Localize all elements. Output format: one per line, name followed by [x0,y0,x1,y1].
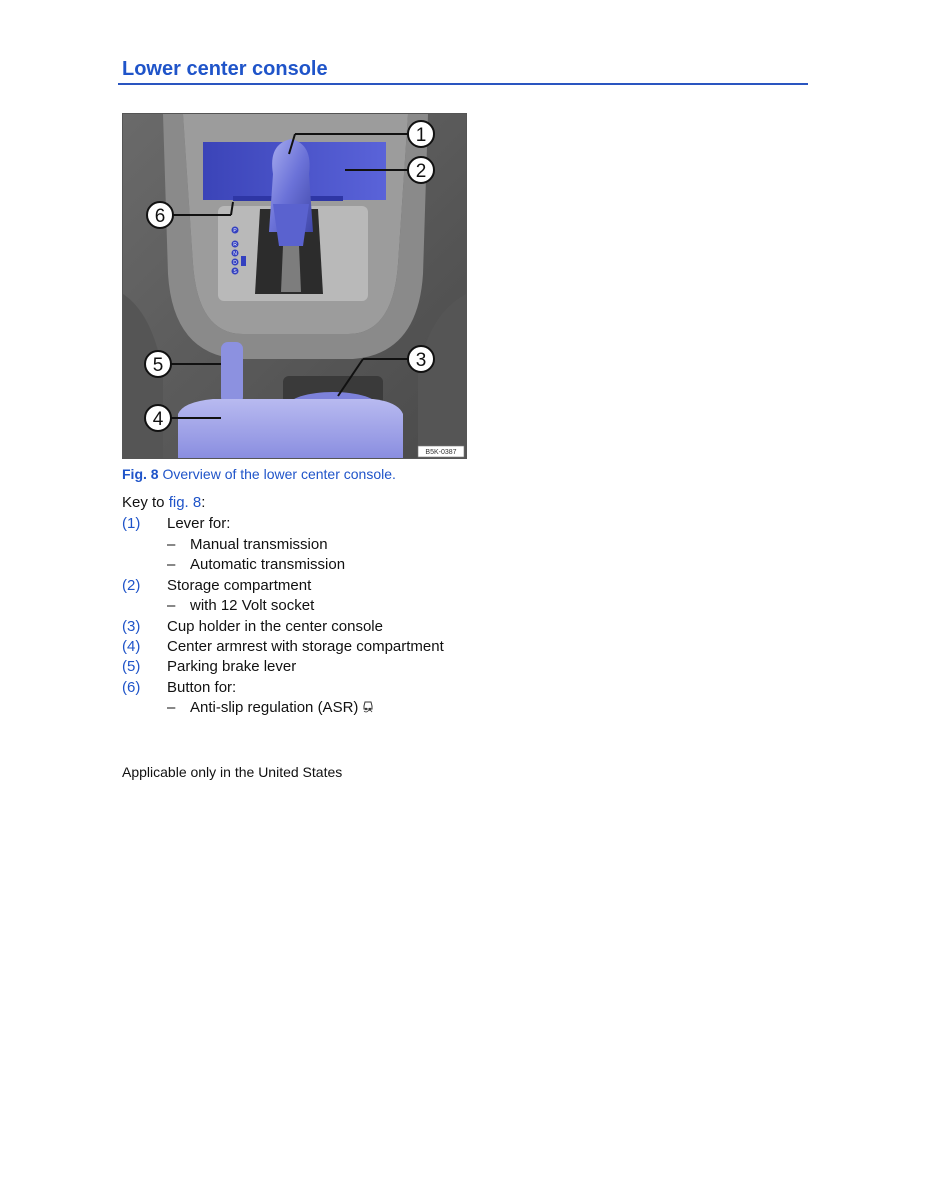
subitem-12v-socket: with 12 Volt socket [190,597,315,614]
callout-5: 5 [152,355,164,376]
section-title: Lower center console [122,58,328,80]
svg-text:S: S [233,269,237,275]
skid-car-icon [362,699,374,714]
item-text-6: Button for: [167,679,237,696]
subitem-automatic: Automatic transmission [190,556,346,573]
svg-text:P: P [233,228,237,234]
callout-4: 4 [152,409,164,430]
item-number-3: (3) [122,618,141,635]
title-rule [118,83,808,85]
console-figure [122,113,467,459]
key-intro: Key to fig. 8: [122,494,206,511]
callout-3: 3 [415,350,427,371]
console-illustration [123,114,466,458]
svg-text:D: D [233,260,237,266]
svg-text:N: N [233,251,237,257]
item-text-5: Parking brake lever [167,658,297,675]
item-text-4: Center armrest with storage compartment [167,638,444,655]
dash: – [167,699,176,716]
fig-link[interactable]: fig. 8 [168,494,202,511]
item-number-6: (6) [122,679,141,696]
subitem-asr: Anti-slip regulation (ASR) [190,699,374,716]
item-number-1: (1) [122,515,141,532]
item-number-2: (2) [122,577,141,594]
item-text-1: Lever for: [167,515,231,532]
callout-1: 1 [415,125,427,146]
subitem-manual: Manual transmission [190,536,328,553]
item-number-5: (5) [122,658,141,675]
callout-6: 6 [154,206,166,227]
dash: – [167,536,176,553]
figure-caption [122,466,396,482]
item-number-4: (4) [122,638,141,655]
caption-text: Overview of the lower center console. [162,466,396,482]
svg-text:R: R [233,242,237,248]
figure-code: B5K-0387 [425,449,457,456]
dash: – [167,597,176,614]
item-text-3: Cup holder in the center console [167,618,383,635]
footnote: Applicable only in the United States [122,764,343,780]
item-text-2: Storage compartment [167,577,312,594]
caption-label: Fig. 8 [122,466,159,482]
dash: – [167,556,176,573]
callout-2: 2 [415,161,427,182]
